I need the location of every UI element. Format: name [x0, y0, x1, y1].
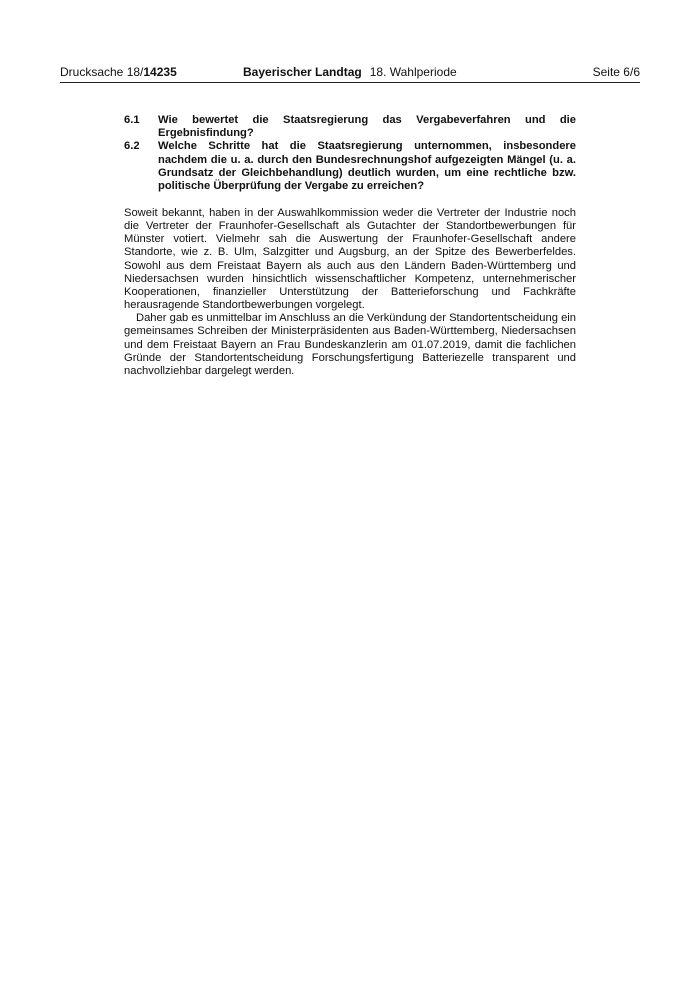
question-text: Welche Schritte hat die Staatsregierung unternommen, insbesondere nachdem die u. a. durch den Bundesrechnungshof aufgezeigten Mängel (u. a. Grundsatz der Gleichbehandlung) deutlich wurden, um eine rechtliche bzw. politische Überprüfung der Vergabe zu erreichen?	[158, 140, 576, 193]
question-item	[124, 140, 576, 193]
document-number: 14235	[143, 65, 177, 79]
parliament-name: Bayerischer Landtag	[243, 65, 362, 79]
answer-paragraph: Daher gab es unmittelbar im Anschluss an die Verkündung der Standortentscheidung ein gemeinsames Schreiben der Ministerpräsidenten aus Baden-Württemberg, Niedersachsen und dem Freistaat Bayern an Frau Bundeskanzlerin am 01.07.2019, damit die fachlichen Gründe der Standortentscheidung Forschungsfertigung Batteriezelle transparent und nachvollziehbar dargelegt werden.	[124, 312, 576, 377]
question-number: 6.2	[124, 140, 140, 153]
answer-paragraph: Soweit bekannt, haben in der Auswahlkommission weder die Vertreter der Industrie noch die Vertreter der Fraunhofer-Gesellschaft als Gutachter der Standortbewerbungen für Münster votiert. Vielmehr sah die Auswertung der Fraunhofer-Gesellschaft andere Standorte, wie z. B. Ulm, Salzgitter und Augsburg, an der Spitze des Bewerberfeldes. Sowohl aus dem Freistaat Bayern als auch aus den Ländern Baden-Württemberg und Niedersachsen wurden hinsichtlich wissenschaftlicher Kompetenz, unternehmerischer Kooperationen, finanzieller Unterstützung der Batterieforschung und Fachkräfte herausragende Standortbewerbungen vorgelegt.	[124, 207, 576, 312]
header-center	[243, 64, 457, 80]
question-number: 6.1	[124, 114, 140, 126]
document-reference	[60, 64, 177, 80]
page-header	[60, 64, 640, 80]
question-text: Wie bewertet die Staatsregierung das Vergabeverfahren und die Ergebnisfindung?	[158, 114, 576, 140]
electoral-period: 18. Wahlperiode	[369, 65, 457, 79]
answer-body	[124, 207, 576, 378]
question-item	[124, 114, 576, 140]
header-divider	[60, 82, 640, 83]
page-number: Seite 6/6	[592, 65, 640, 79]
question-list	[124, 114, 576, 193]
document-label: Drucksache 18/	[60, 65, 144, 79]
